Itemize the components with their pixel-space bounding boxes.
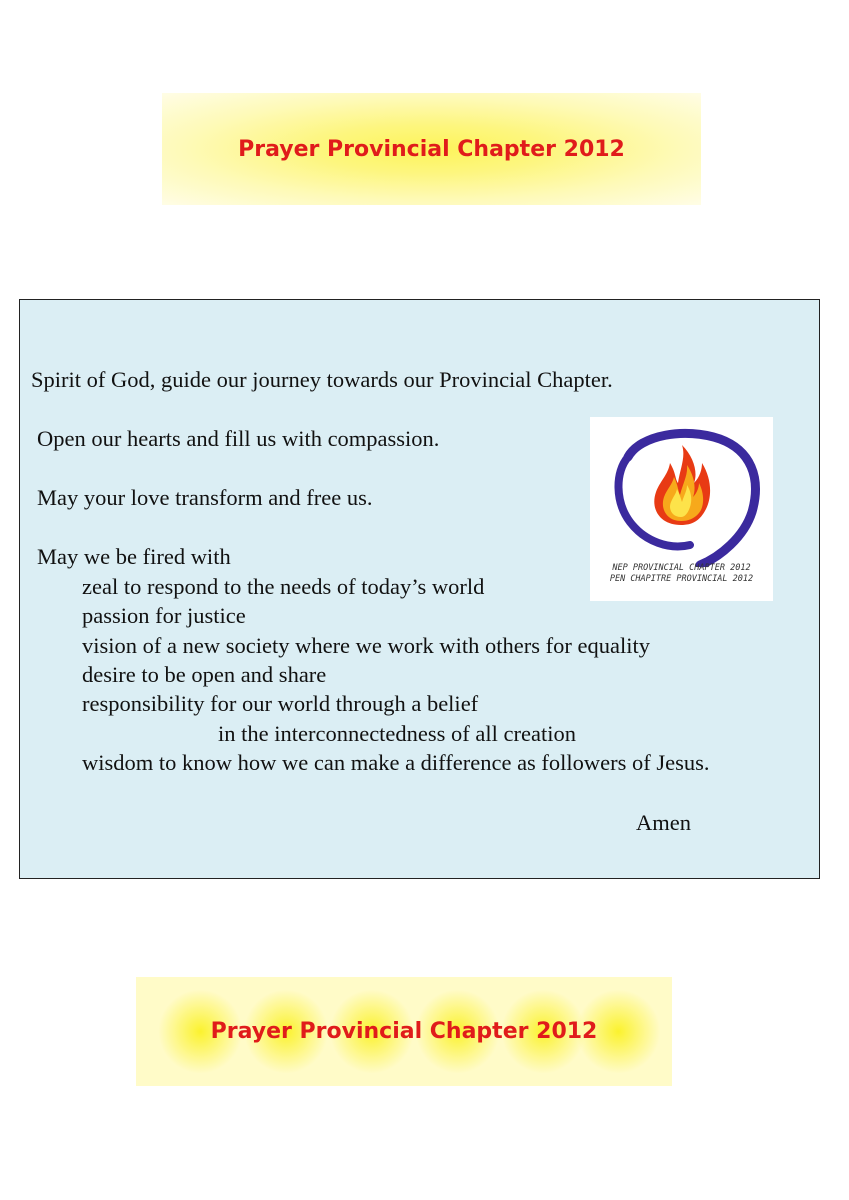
prayer-line-1: Spirit of God, guide our journey towards our Provincial Chapter. bbox=[31, 367, 613, 392]
flame-swirl-icon bbox=[590, 417, 773, 567]
chapter-logo bbox=[590, 417, 773, 601]
bottom-banner-title: Prayer Provincial Chapter 2012 bbox=[210, 1019, 598, 1044]
prayer-item: desire to be open and share bbox=[82, 662, 327, 687]
prayer-item: zeal to respond to the needs of today’s world bbox=[82, 574, 485, 599]
prayer-item: vision of a new society where we work with others for equality bbox=[82, 633, 650, 658]
bottom-banner bbox=[136, 977, 672, 1086]
prayer-line-4: May we be fired with bbox=[37, 544, 231, 569]
logo-caption-english: NEP PROVINCIAL CHAPTER 2012 bbox=[612, 563, 751, 573]
top-banner bbox=[162, 93, 701, 205]
prayer-closing: Amen bbox=[636, 810, 691, 835]
top-banner-title: Prayer Provincial Chapter 2012 bbox=[238, 136, 625, 162]
prayer-line-3: May your love transform and free us. bbox=[37, 485, 373, 510]
prayer-box bbox=[19, 299, 820, 879]
prayer-item-last: wisdom to know how we can make a difference as followers of Jesus. bbox=[82, 750, 710, 775]
prayer-item-continuation: in the interconnectedness of all creation bbox=[218, 721, 576, 746]
logo-caption-french: PEN CHAPITRE PROVINCIAL 2012 bbox=[609, 574, 754, 584]
prayer-item: responsibility for our world through a belief bbox=[82, 691, 479, 716]
prayer-item: passion for justice bbox=[82, 603, 246, 628]
prayer-line-2: Open our hearts and fill us with compassion. bbox=[37, 426, 440, 451]
